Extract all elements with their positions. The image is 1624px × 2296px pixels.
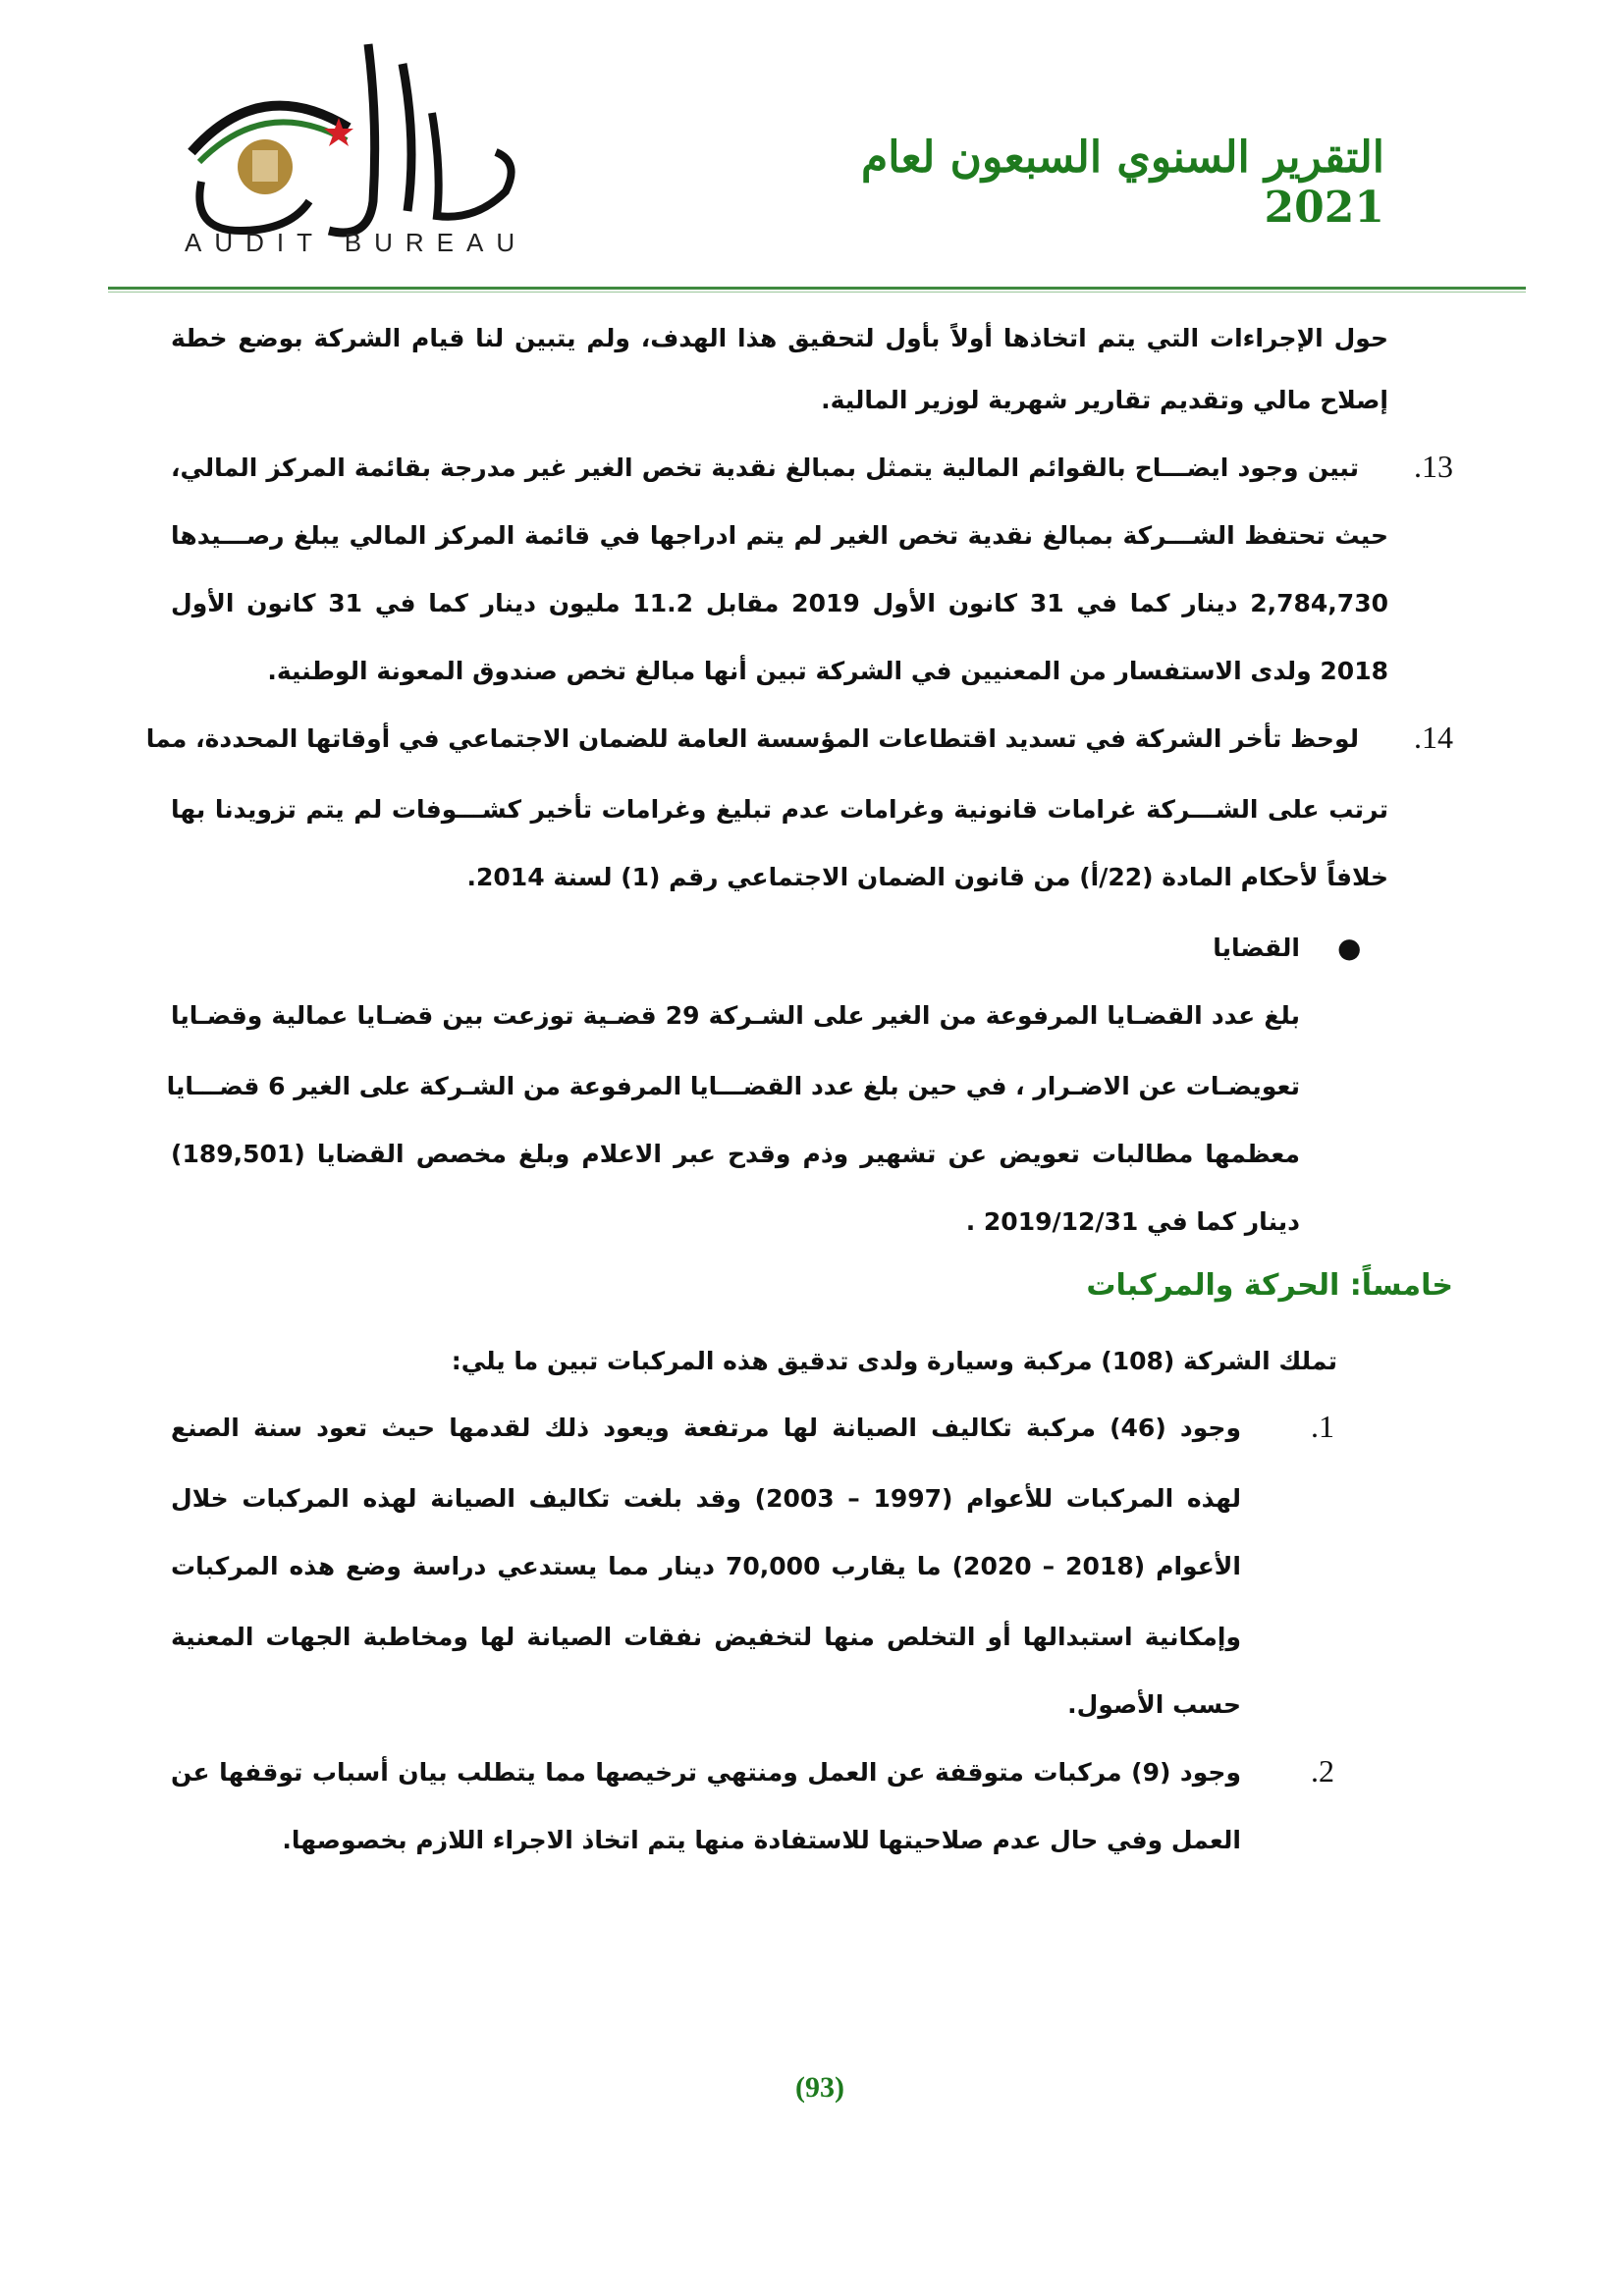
bullet-label: القضايا — [1213, 934, 1300, 962]
bullet-icon: ● — [1337, 932, 1362, 964]
paragraph-line: حسب الأصول. — [1067, 1690, 1241, 1719]
paragraph-line: لهذه المركبات للأعوام (1997 – 2003) وقد بلغت تكاليف الصيانة لهذه المركبات خلال — [171, 1484, 1241, 1513]
paragraph-line: خلافاً لأحكام المادة (22/أ) من قانون الضمان الاجتماعي رقم (1) لسنة 2014. — [466, 863, 1388, 891]
audit-bureau-logo — [182, 34, 555, 260]
paragraph-line: وجود (46) مركبة تكاليف الصيانة لها مرتفعة ويعود ذلك لقدمها حيث تعود سنة الصنع — [171, 1414, 1241, 1442]
paragraph-line: دينار كما في 2019/12/31 . — [965, 1207, 1300, 1236]
paragraph-line: وجود (9) مركبات متوقفة عن العمل ومنتهي ترخيصها مما يتطلب بيان أسباب توقفها عن — [171, 1758, 1241, 1787]
section-heading: خامساً: الحركة والمركبات — [1086, 1268, 1453, 1303]
item-number: .13 — [1414, 449, 1453, 484]
paragraph-line: وإمكانية استبدالها أو التخلص منها لتخفيض نفقات الصيانة لها ومخاطبة الجهات المعنية — [171, 1623, 1241, 1651]
report-title: التقرير السنوي السبعون لعام 2021 — [861, 133, 1384, 233]
paragraph-line: 2018 ولدى الاستفسار من المعنيين في الشركة تبين أنها مبالغ تخص صندوق المعونة الوطنية. — [267, 657, 1388, 685]
paragraph-line: تعويضـات عن الاضـرار ، في حين بلغ عدد القضـــايا المرفوعة من الشـركة على الغير 6 قضـــايا — [166, 1072, 1300, 1100]
item-number: .1 — [1311, 1409, 1334, 1444]
page-number: (93) — [795, 2071, 844, 2104]
paragraph-line: الأعوام (2018 – 2020) ما يقارب 70,000 دينار مما يستدعي دراسة وضع هذه المركبات — [171, 1552, 1241, 1580]
section-intro: تملك الشركة (108) مركبة وسيارة ولدى تدقيق هذه المركبات تبين ما يلي: — [451, 1347, 1337, 1375]
paragraph-line: بلغ عدد القضـايا المرفوعة من الغير على الشـركة 29 قضـية توزعت بين قضـايا عمالية وقضـايا — [171, 1001, 1300, 1030]
logo-text: AUDIT BUREAU — [185, 228, 528, 257]
paragraph-line: لوحظ تأخر الشركة في تسديد اقتطاعات المؤسسة العامة للضمان الاجتماعي في أوقاتها المحددة، مما — [145, 724, 1359, 753]
paragraph-line: ترتب على الشـــركة غرامات قانونية وغرامات عدم تبليغ وغرامات تأخير كشـــوفات لم يتم تزويدنا بها — [171, 795, 1388, 824]
paragraph-line: حيث تحتفظ الشـــركة بمبالغ نقدية تخص الغير لم يتم ادراجها في قائمة المركز المالي يبلغ رصـــيدها — [171, 521, 1388, 550]
paragraph-line: 2,784,730 دينار كما في 31 كانون الأول 2019 مقابل 11.2 مليون دينار كما في 31 كانون الأول — [171, 589, 1388, 617]
paragraph-line: العمل وفي حال عدم صلاحيتها للاستفادة منها يتم اتخاذ الاجراء اللازم بخصوصها. — [282, 1826, 1241, 1854]
paragraph-line: تبين وجود ايضـــاح بالقوائم المالية يتمثل بمبالغ نقدية تخص الغير غير مدرجة بقائمة المركز المالي، — [171, 454, 1359, 482]
paragraph-line: معظمها مطالبات تعويض عن تشهير وذم وقدح عبر الاعلام وبلغ مخصص القضايا (189,501) — [171, 1140, 1300, 1168]
header-divider-thin — [108, 292, 1526, 293]
item-number: .14 — [1414, 720, 1453, 755]
header-divider — [108, 287, 1526, 290]
paragraph-line: حول الإجراءات التي يتم اتخاذها أولاً بأول لتحقيق هذا الهدف، ولم يتبين لنا قيام الشركة بوضع خطة — [171, 324, 1388, 352]
item-number: .2 — [1311, 1753, 1334, 1789]
paragraph-line: إصلاح مالي وتقديم تقارير شهرية لوزير المالية. — [821, 386, 1388, 414]
